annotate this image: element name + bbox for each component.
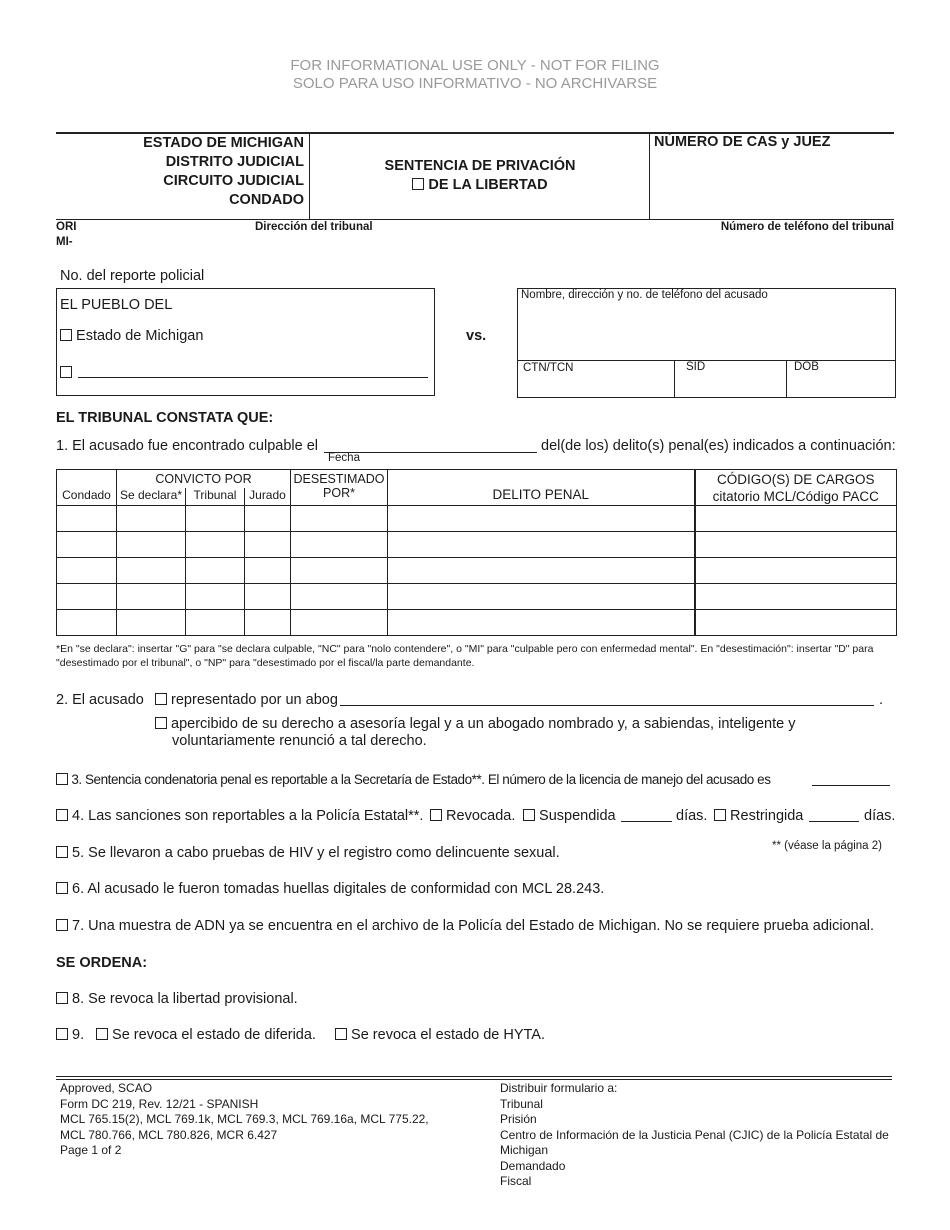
- item9-option-a-text: Se revoca el estado de diferida.: [112, 1027, 316, 1043]
- item5-text: 5. Se llevaron a cabo pruebas de HIV y el registro como delincuente sexual.: [72, 845, 560, 861]
- form-title: [310, 157, 650, 195]
- table-cell[interactable]: [388, 532, 695, 558]
- table-cell[interactable]: [245, 558, 291, 584]
- table-cell[interactable]: [291, 506, 388, 532]
- versus-label: vs.: [466, 328, 487, 344]
- table-cell[interactable]: [117, 532, 186, 558]
- item3-text: 3. Sentencia condenatoria penal es reportable a la Secretaría de Estado**. El número de la licencia de manejo del acusado es: [71, 772, 771, 787]
- item8-text: 8. Se revoca la libertad provisional.: [72, 991, 298, 1007]
- ordered-heading: SE ORDENA:: [56, 955, 148, 971]
- defendant-divider-2: [786, 360, 787, 397]
- ctn-label: CTN/TCN: [523, 362, 574, 374]
- table-row: [57, 584, 897, 610]
- table-cell[interactable]: [245, 506, 291, 532]
- distribution-heading: Distribuir formulario a:: [500, 1081, 618, 1095]
- header-bottom-rule: [56, 219, 894, 220]
- table-cell[interactable]: [186, 506, 245, 532]
- table-cell[interactable]: [186, 610, 245, 636]
- title-line-1: SENTENCIA DE PRIVACIÓN: [384, 158, 576, 174]
- table-cell[interactable]: [388, 558, 695, 584]
- table-cell[interactable]: [388, 506, 695, 532]
- col-charge-codes: [695, 470, 897, 506]
- item4-text: 4. Las sanciones son reportables a la Policía Estatal**.: [72, 808, 424, 824]
- suspended-days-line[interactable]: [621, 821, 672, 822]
- suspended-checkbox[interactable]: [523, 809, 535, 821]
- table-cell[interactable]: [695, 584, 897, 610]
- item9-number: 9.: [72, 1027, 85, 1043]
- col-plea: Se declara*: [117, 488, 186, 506]
- title-checkbox[interactable]: [412, 178, 424, 190]
- court-block: [143, 134, 304, 210]
- col-convicted-by: CONVICTO POR: [117, 470, 291, 488]
- defendant-box-rule: [517, 360, 896, 361]
- county-label: CONDADO: [229, 192, 304, 208]
- sid-label: SID: [686, 361, 706, 373]
- other-plaintiff-checkbox[interactable]: [60, 366, 72, 378]
- date-label: Fecha: [328, 452, 360, 464]
- court-address-label: Dirección del tribunal: [255, 221, 373, 233]
- restricted-checkbox[interactable]: [714, 809, 726, 821]
- watermark-line-2: SOLO PARA USO INFORMATIVO - NO ARCHIVARSE: [292, 75, 658, 92]
- other-plaintiff-option: [60, 364, 72, 382]
- item4: [56, 808, 423, 824]
- item1-text-b: del(de los) delito(s) penal(es) indicados a continuación:: [541, 438, 896, 454]
- table-cell[interactable]: [57, 584, 117, 610]
- table-row: [57, 558, 897, 584]
- hyta-revoked-checkbox[interactable]: [335, 1028, 347, 1040]
- table-cell[interactable]: [388, 610, 695, 636]
- state-label: ESTADO DE MICHIGAN: [143, 135, 304, 151]
- table-cell[interactable]: [695, 610, 897, 636]
- attorney-name-line[interactable]: [340, 705, 874, 706]
- item8: [56, 991, 298, 1007]
- court-phone-label: Número de teléfono del tribunal: [720, 221, 894, 233]
- suspended-option: [523, 808, 616, 824]
- table-cell[interactable]: [117, 584, 186, 610]
- item9-option-a: [96, 1027, 316, 1043]
- distribution-item: Tribunal: [500, 1096, 543, 1111]
- title-line-2: [310, 176, 650, 195]
- table-cell[interactable]: [388, 584, 695, 610]
- item2-option-2-line-2: voluntariamente renunció a tal derecho.: [172, 733, 427, 749]
- table-footnote: *En "se declara": insertar "G" para "se declara culpable, "NC" para "nolo contendere", o "MI" para "culpable pero con enfermedad mental". En "desestimación": insertar "D" para "desestimado por el tribunal", o "NP" para "desestimado por el fiscal/la parte demandante.: [56, 643, 874, 669]
- item6: [56, 881, 604, 897]
- state-option-text: Estado de Michigan: [76, 328, 204, 344]
- watermark-line-1: FOR INFORMATIONAL USE ONLY - NOT FOR FILING: [290, 57, 660, 74]
- table-cell[interactable]: [117, 506, 186, 532]
- license-number-line[interactable]: [812, 785, 890, 786]
- footer-form-number: Form DC 219, Rev. 12/21 - SPANISH: [60, 1096, 259, 1111]
- table-cell[interactable]: [57, 506, 117, 532]
- case-number-label: NÚMERO DE CAS y JUEZ: [654, 134, 831, 150]
- table-cell[interactable]: [57, 558, 117, 584]
- table-cell[interactable]: [291, 584, 388, 610]
- findings-heading: EL TRIBUNAL CONSTATA QUE:: [56, 410, 274, 426]
- footer-page-number: Page 1 of 2: [60, 1143, 122, 1157]
- table-cell[interactable]: [245, 584, 291, 610]
- item2-label: 2. El acusado: [56, 692, 144, 708]
- footer-mcl-line-1: MCL 765.15(2), MCL 769.1k, MCL 769.3, MCL 769.16a, MCL 775.22,: [60, 1112, 429, 1126]
- waived-counsel-checkbox[interactable]: [155, 717, 167, 729]
- table-cell[interactable]: [291, 532, 388, 558]
- table-cell[interactable]: [245, 610, 291, 636]
- item7-checkbox[interactable]: [56, 919, 68, 931]
- item8-checkbox[interactable]: [56, 992, 68, 1004]
- footer-form-info: [60, 1081, 429, 1159]
- footer-rule-2: [56, 1079, 892, 1080]
- circuit-label: CIRCUITO JUDICIAL: [163, 173, 304, 189]
- defendant-divider-1: [674, 360, 675, 397]
- mi-label: MI-: [56, 236, 73, 248]
- item2-option-2-line-1: apercibido de su derecho a asesoría legal y a un abogado nombrado y, a sabiendas, inteligente y: [171, 716, 796, 732]
- footer-approved: Approved, SCAO: [60, 1081, 153, 1095]
- table-cell[interactable]: [57, 532, 117, 558]
- distribution-item: Demandado: [500, 1158, 566, 1173]
- table-cell[interactable]: [117, 610, 186, 636]
- police-report-label: No. del reporte policial: [60, 268, 205, 284]
- col-jury: Jurado: [245, 488, 291, 506]
- restricted-days-line[interactable]: [809, 821, 859, 822]
- item2-option-1-text: representado por un abog: [171, 692, 338, 708]
- item9-option-b: [335, 1027, 545, 1043]
- item5: [56, 845, 560, 861]
- defendant-info-label: Nombre, dirección y no. de teléfono del acusado: [521, 289, 768, 301]
- table-cell[interactable]: [245, 532, 291, 558]
- district-label: DISTRITO JUDICIAL: [165, 154, 304, 170]
- item7: [56, 918, 874, 934]
- item7-text: 7. Una muestra de ADN ya se encuentra en el archivo de la Policía del Estado de Michigan. No se requiere prueba adicional.: [72, 918, 875, 934]
- table-cell[interactable]: [117, 558, 186, 584]
- revoked-option: [430, 808, 515, 824]
- charge-codes-line-2: citatorio MCL/Código PACC: [712, 489, 879, 504]
- item3: [56, 772, 771, 787]
- title-line-2-text: DE LA LIBERTAD: [428, 177, 548, 193]
- footer-mcl-line-2: MCL 780.766, MCL 780.826, MCR 6.427: [60, 1127, 278, 1142]
- suspended-days-label: días.: [676, 808, 708, 824]
- restricted-days-label: días.: [864, 808, 896, 824]
- charges-table: [56, 469, 897, 636]
- item5-checkbox[interactable]: [56, 846, 68, 858]
- dismissed-by-line-1: DESESTIMADO: [293, 472, 385, 486]
- table-cell[interactable]: [291, 558, 388, 584]
- item1-text-a: 1. El acusado fue encontrado culpable el: [56, 438, 318, 454]
- table-cell[interactable]: [186, 532, 245, 558]
- dismissed-by-line-2: POR*: [323, 486, 355, 500]
- table-cell[interactable]: [186, 558, 245, 584]
- item4-checkbox[interactable]: [56, 809, 68, 821]
- item9: [56, 1027, 84, 1043]
- defendant-box: [517, 288, 896, 398]
- col-court: Tribunal: [186, 488, 245, 506]
- deferral-revoked-checkbox[interactable]: [96, 1028, 108, 1040]
- distribution-item: Prisión: [500, 1112, 537, 1126]
- item9-checkbox[interactable]: [56, 1028, 68, 1040]
- table-row: [57, 610, 897, 636]
- item6-checkbox[interactable]: [56, 882, 68, 894]
- table-cell[interactable]: [186, 584, 245, 610]
- table-row: [57, 506, 897, 532]
- table-cell[interactable]: [57, 610, 117, 636]
- table-cell[interactable]: [695, 532, 897, 558]
- suspended-text: Suspendida: [539, 808, 616, 824]
- table-cell[interactable]: [291, 610, 388, 636]
- item6-text: 6. Al acusado le fueron tomadas huellas digitales de conformidad con MCL 28.243.: [72, 881, 605, 897]
- item2-option-2: [155, 716, 796, 733]
- ori-label: ORI: [56, 221, 77, 233]
- other-plaintiff-line[interactable]: [78, 377, 428, 378]
- charge-codes-line-1: CÓDIGO(S) DE CARGOS: [716, 472, 875, 487]
- footer-rule-1: [56, 1076, 892, 1077]
- people-of-label: EL PUEBLO DEL: [60, 297, 173, 313]
- dob-label: DOB: [794, 361, 819, 373]
- col-count: Condado: [57, 470, 117, 506]
- state-option: [60, 328, 203, 344]
- restricted-text: Restringida: [730, 808, 804, 824]
- see-page-2-note: ** (véase la página 2): [772, 840, 882, 852]
- distribution-item: Centro de Información de la Justicia Penal (CJIC) de la Policía Estatal de Michigan: [500, 1127, 889, 1157]
- col-dismissed-by: [291, 470, 388, 506]
- distribution-item: Fiscal: [500, 1174, 532, 1188]
- item9-option-b-text: Se revoca el estado de HYTA.: [351, 1027, 546, 1043]
- state-of-michigan-checkbox[interactable]: [60, 329, 72, 341]
- restricted-option: [714, 808, 803, 824]
- revoked-checkbox[interactable]: [430, 809, 442, 821]
- col-crime: DELITO PENAL: [388, 470, 695, 506]
- revoked-text: Revocada.: [446, 808, 516, 824]
- item3-checkbox[interactable]: [56, 773, 68, 785]
- item2-period: .: [879, 692, 884, 708]
- table-cell[interactable]: [695, 558, 897, 584]
- represented-checkbox[interactable]: [155, 693, 167, 705]
- item2-option-1: [155, 692, 338, 708]
- table-cell[interactable]: [695, 506, 897, 532]
- table-row: [57, 532, 897, 558]
- footer-distribution: [500, 1081, 895, 1190]
